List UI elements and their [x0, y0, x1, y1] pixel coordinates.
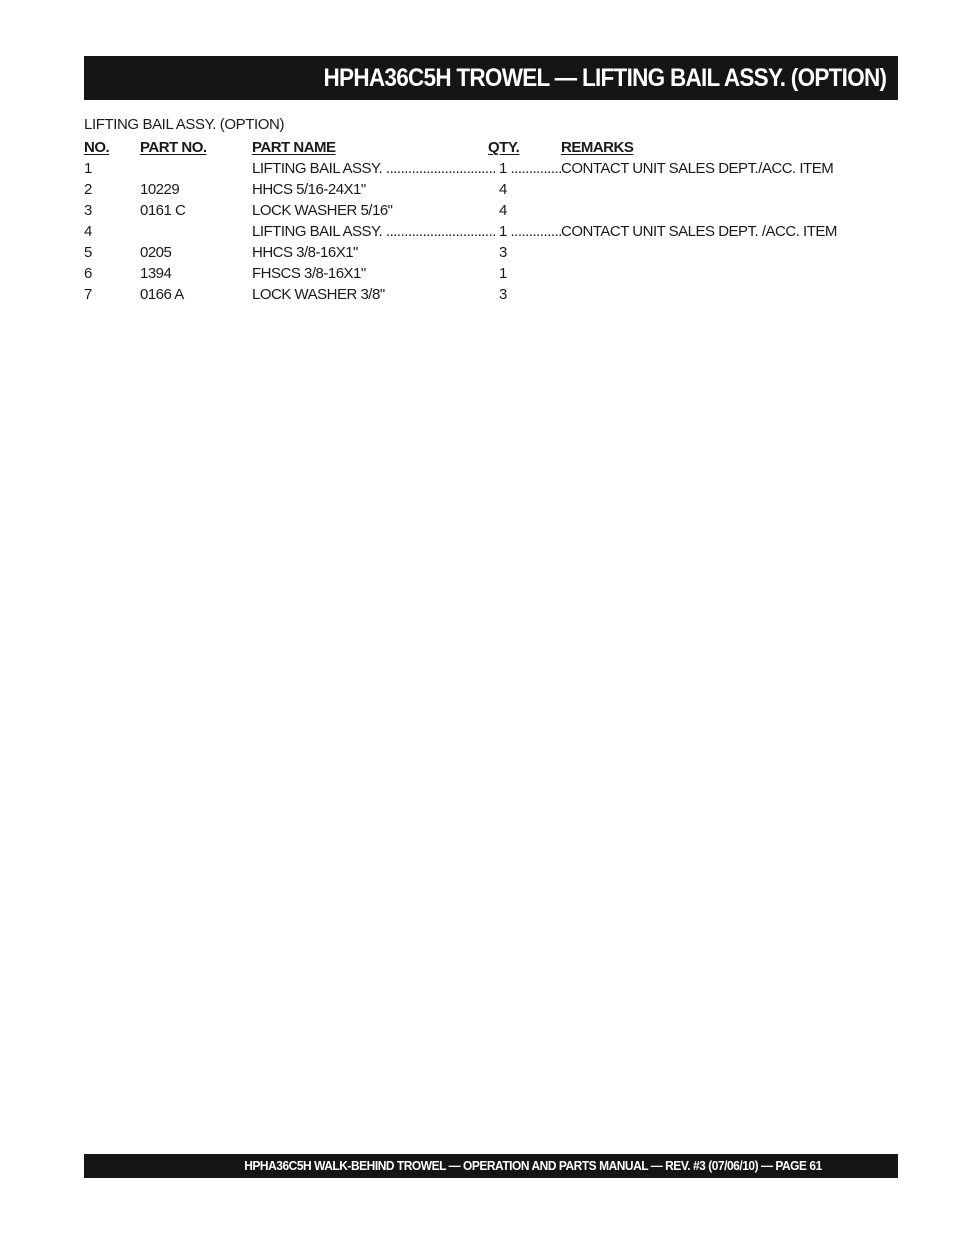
row-part-name: LIFTING BAIL ASSY. ..... — [252, 221, 497, 242]
row-number: 3 — [84, 202, 92, 219]
row-part-name: LOCK WASHER 5/16" — [252, 202, 393, 219]
row-number: 7 — [84, 286, 92, 303]
page-header-bar — [84, 56, 898, 100]
table-header-row — [84, 137, 884, 158]
page-footer-bar — [84, 1154, 898, 1178]
row-part-number: 0205 — [140, 244, 172, 261]
row-quantity: 1 — [499, 265, 507, 282]
table-row — [84, 242, 884, 263]
row-part-name: LOCK WASHER 3/8" — [252, 286, 385, 303]
table-row — [84, 158, 884, 179]
row-part-name: FHSCS 3/8-16X1" — [252, 265, 366, 282]
row-quantity: 4 — [499, 181, 507, 198]
row-part-number: 0161 C — [140, 202, 186, 219]
row-quantity: 1 ..... — [499, 158, 561, 179]
row-quantity: 4 — [499, 202, 507, 219]
column-header-part-name: PART NAME — [252, 139, 336, 156]
row-remarks: CONTACT UNIT SALES DEPT. /ACC. ITEM — [561, 223, 837, 240]
row-quantity: 3 — [499, 244, 507, 261]
section-title: LIFTING BAIL ASSY. (OPTION) — [84, 116, 285, 133]
row-part-number: 0166 A — [140, 286, 184, 303]
row-part-name: HHCS 5/16-24X1" — [252, 181, 366, 198]
parts-table — [84, 137, 884, 305]
column-header-remarks: REMARKS — [561, 139, 634, 156]
table-row — [84, 284, 884, 305]
column-header-qty: QTY. — [488, 139, 520, 156]
row-number: 5 — [84, 244, 92, 261]
table-row — [84, 200, 884, 221]
row-number: 2 — [84, 181, 92, 198]
column-header-no: NO. — [84, 139, 110, 156]
table-row — [84, 221, 884, 242]
table-row — [84, 263, 884, 284]
table-row — [84, 179, 884, 200]
column-header-part-no: PART NO. — [140, 139, 207, 156]
row-number: 1 — [84, 160, 92, 177]
row-quantity: 3 — [499, 286, 507, 303]
row-part-name: LIFTING BAIL ASSY. ..... — [252, 158, 497, 179]
row-part-number: 1394 — [140, 265, 172, 282]
row-quantity: 1 ..... — [499, 221, 561, 242]
row-remarks: CONTACT UNIT SALES DEPT./ACC. ITEM — [561, 160, 834, 177]
page-title: HPHA36C5H TROWEL — LIFTING BAIL ASSY. (OPTION) — [323, 64, 886, 92]
row-number: 6 — [84, 265, 92, 282]
row-part-name: HHCS 3/8-16X1" — [252, 244, 358, 261]
row-part-number: 10229 — [140, 181, 180, 198]
page-footer-text: HPHA36C5H WALK-BEHIND TROWEL — OPERATION AND PARTS MANUAL — REV. #3 (07/06/10) — PAGE 61 — [244, 1158, 822, 1173]
row-number: 4 — [84, 223, 92, 240]
